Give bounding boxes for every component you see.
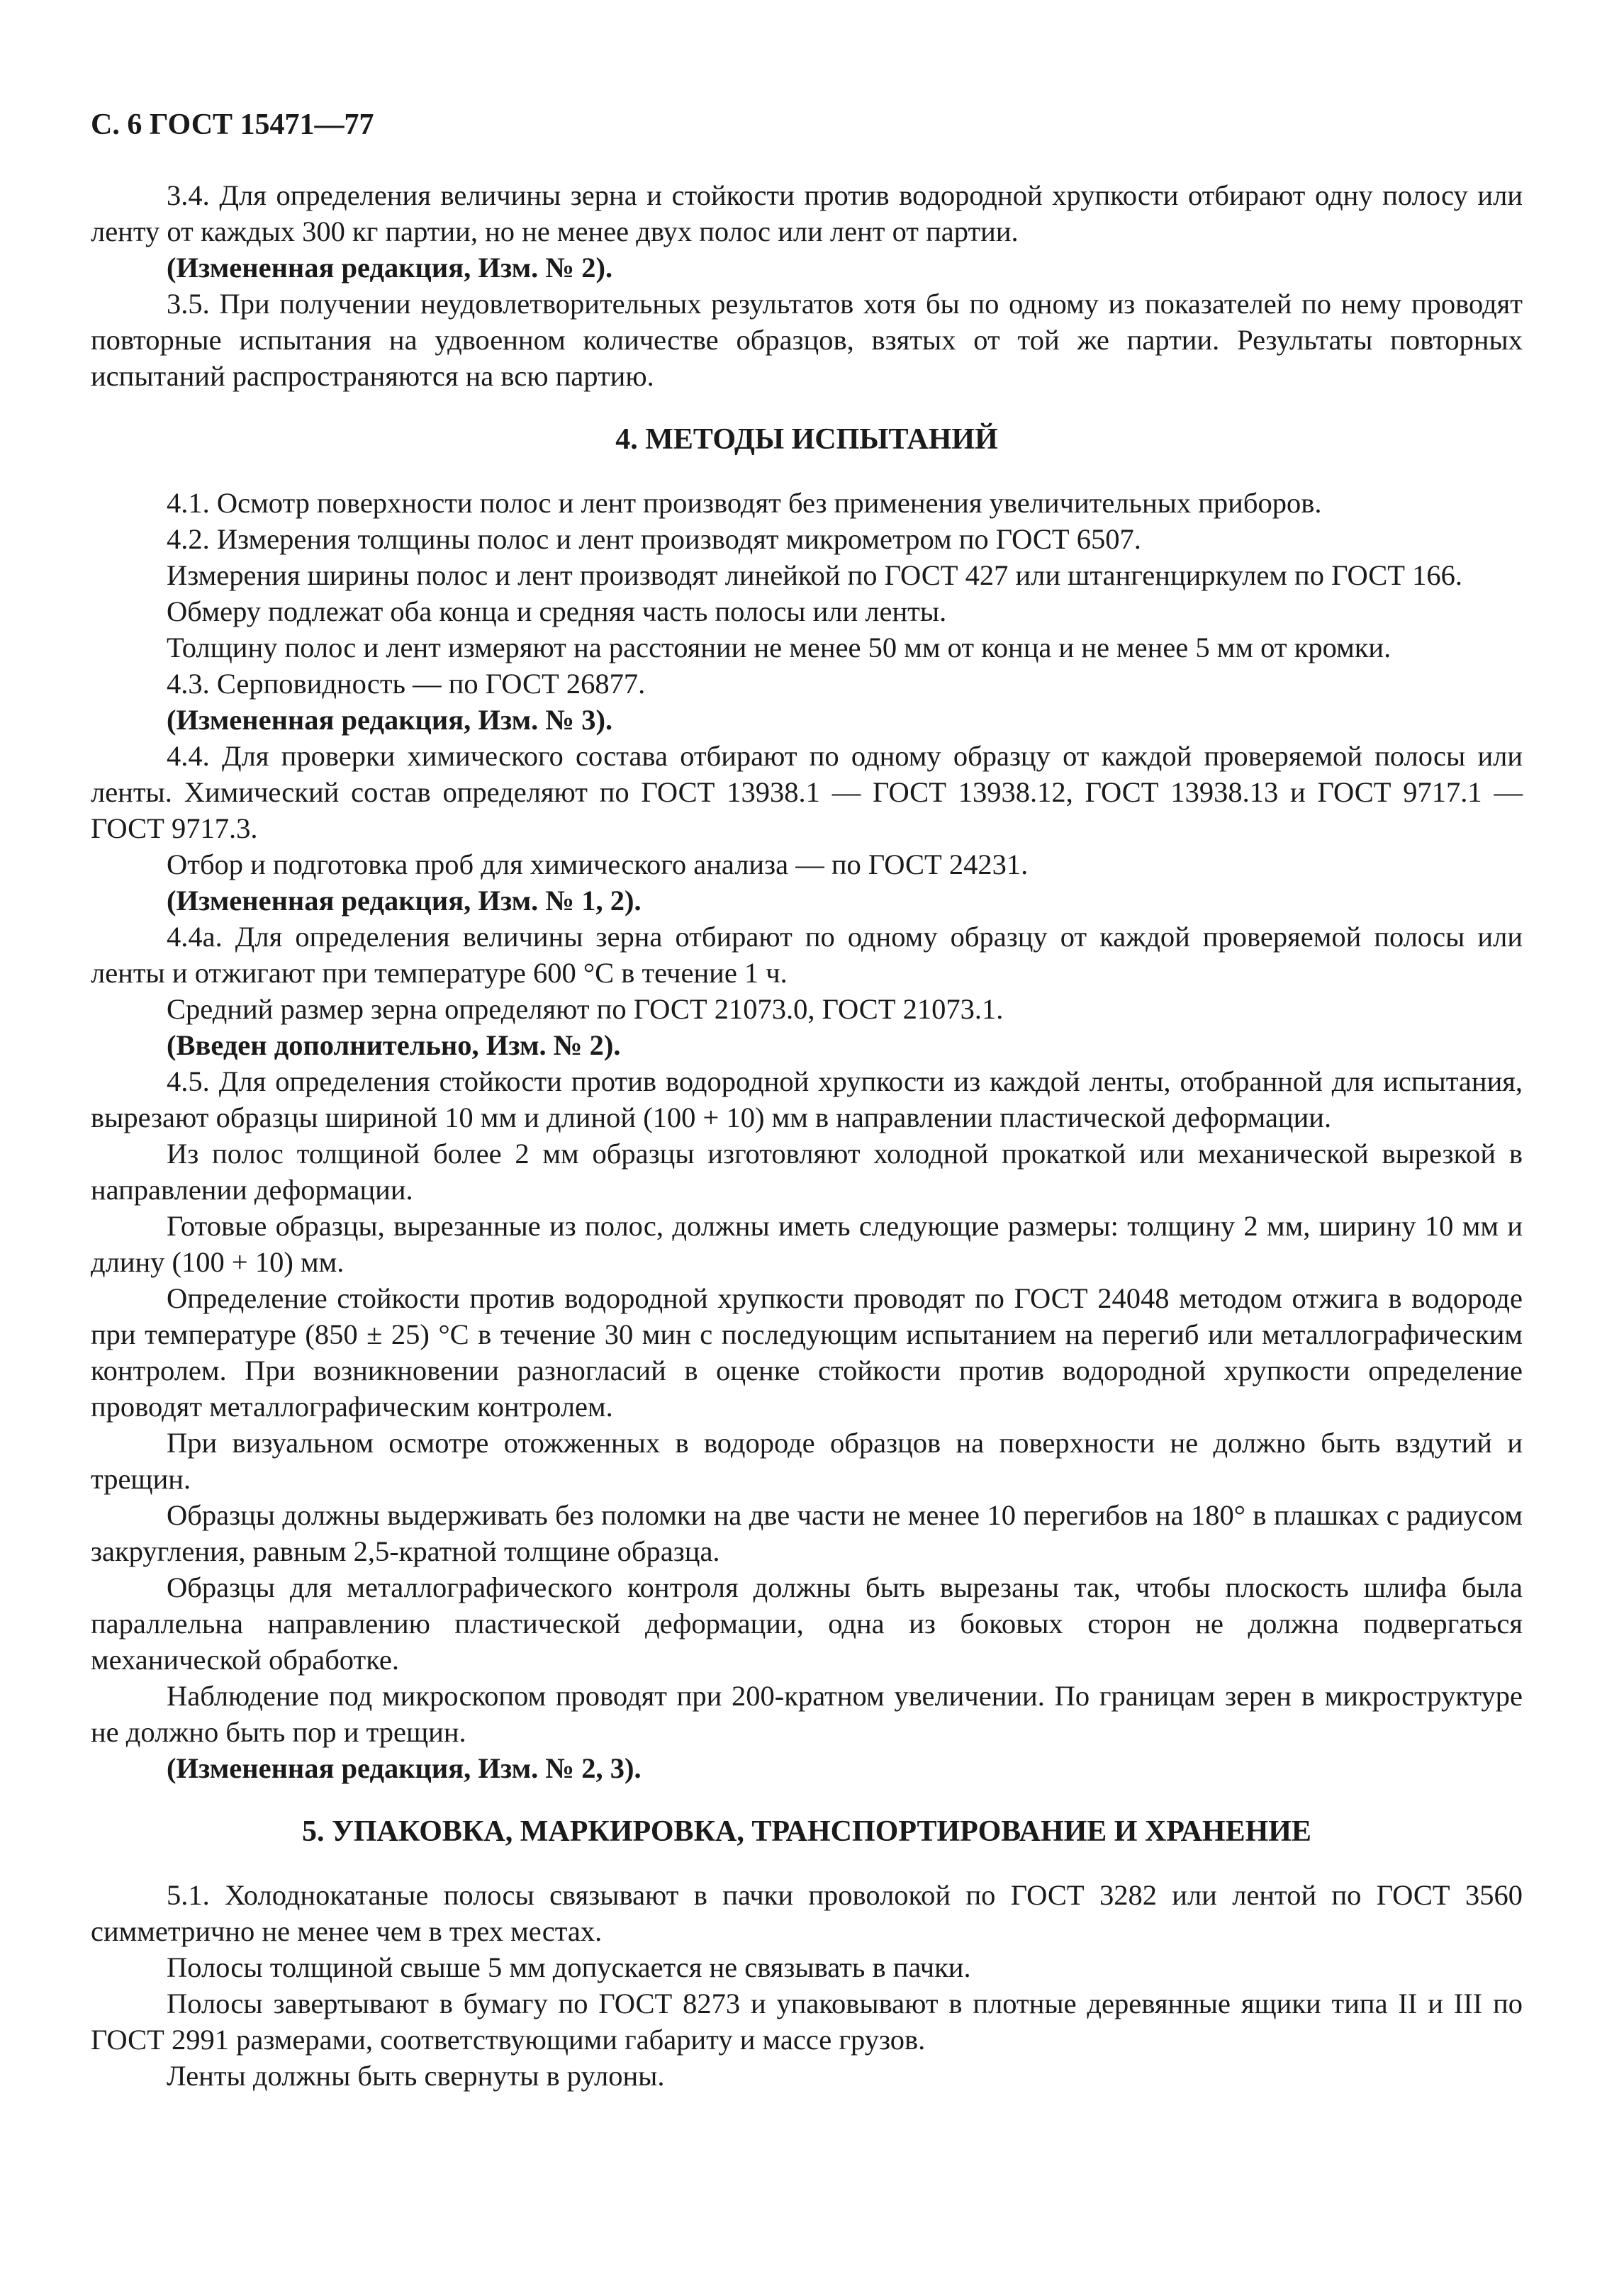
paragraph: 4.3. Серповидность — по ГОСТ 26877. <box>167 668 646 700</box>
paragraph: Из полос толщиной более 2 мм образцы изготовляют холодной прокаткой или механической вырезкой в направлении деформации. <box>91 1138 1523 1206</box>
paragraph: Обмеру подлежат оба конца и средняя часть полосы или ленты. <box>167 595 947 627</box>
paragraph: Наблюдение под микроскопом проводят при 200-кратном увеличении. По границам зерен в микроструктуре не должно быть пор и трещин. <box>91 1680 1523 1748</box>
paragraph: 3.5. При получении неудовлетворительных результатов хотя бы по одному из показателей по нему проводят повторные испытания на удвоенном количестве образцов, взятых от той же партии. Результаты повторных испытаний распространяются на всю партию. <box>91 288 1523 392</box>
paragraph: 4.4. Для проверки химического состава отбирают по одному образцу от каждой проверяемой полосы или ленты. Химический состав определяют по ГОСТ 13938.1 — ГОСТ 13938.12, ГОСТ 13938.13 и ГОСТ 9717.1 — ГОСТ 9717.3. <box>91 740 1523 844</box>
amendment-note: (Измененная редакция, Изм. № 3). <box>167 704 613 736</box>
document-body <box>91 177 1523 2094</box>
paragraph: 4.1. Осмотр поверхности полос и лент производят без применения увеличительных приборов. <box>167 487 1322 519</box>
paragraph: 4.4а. Для определения величины зерна отбирают по одному образцу от каждой проверяемой полосы или ленты и отжигают при температуре 600 °С в течение 1 ч. <box>91 921 1523 989</box>
paragraph: Толщину полос и лент измеряют на расстоянии не менее 50 мм от конца и не менее 5 мм от кромки. <box>167 632 1391 663</box>
paragraph: При визуальном осмотре отожженных в водороде образцов на поверхности не должно быть вздутий и трещин. <box>91 1427 1523 1495</box>
paragraph: Готовые образцы, вырезанные из полос, должны иметь следующие размеры: толщину 2 мм, ширину 10 мм и длину (100 + 10) мм. <box>91 1210 1523 1278</box>
paragraph: Средний размер зерна определяют по ГОСТ 21073.0, ГОСТ 21073.1. <box>167 993 1004 1025</box>
amendment-note: (Введен дополнительно, Изм. № 2). <box>167 1029 621 1061</box>
paragraph: 3.4. Для определения величины зерна и стойкости против водородной хрупкости отбирают одну полосу или ленту от каждых 300 кг партии, но не менее двух полос или лент от партии. <box>91 179 1523 247</box>
paragraph: Образцы должны выдерживать без поломки на две части не менее 10 перегибов на 180° в плашках с радиусом закругления, равным 2,5-кратной толщине образца. <box>91 1499 1523 1567</box>
paragraph: Отбор и подготовка проб для химического анализа — по ГОСТ 24231. <box>167 848 1029 880</box>
amendment-note: (Измененная редакция, Изм. № 2, 3). <box>167 1752 642 1784</box>
paragraph: Полосы завертывают в бумагу по ГОСТ 8273 и упаковывают в плотные деревянные ящики типа II и III по ГОСТ 2991 размерами, соответствующими габариту и массе грузов. <box>91 1988 1523 2056</box>
paragraph: Полосы толщиной свыше 5 мм допускается не связывать в пачки. <box>167 1951 971 1983</box>
paragraph: Определение стойкости против водородной хрупкости проводят по ГОСТ 24048 методом отжига в водороде при температуре (850 ± 25) °С в течение 30 мин с последующим испытанием на перегиб или металлографическим контролем. При возникновении разногласий в оценке стойкости против водородной хрупкости определение проводят металлографическим контролем. <box>91 1282 1523 1423</box>
amendment-note: (Измененная редакция, Изм. № 2). <box>167 252 613 284</box>
paragraph: Ленты должны быть свернуты в рулоны. <box>167 2060 665 2092</box>
amendment-note: (Измененная редакция, Изм. № 1, 2). <box>167 885 642 917</box>
section-heading: 5. УПАКОВКА, МАРКИРОВКА, ТРАНСПОРТИРОВАНИЕ И ХРАНЕНИЕ <box>302 1815 1311 1848</box>
paragraph: Образцы для металлографического контроля должны быть вырезаны так, чтобы плоскость шлифа была параллельна направлению пластической деформации, одна из боковых сторон не должна подвергаться механической обработке. <box>91 1571 1523 1676</box>
document-page <box>91 106 1523 2094</box>
paragraph: Измерения ширины полос и лент производят линейкой по ГОСТ 427 или штангенциркулем по ГОСТ 166. <box>167 559 1462 591</box>
section-heading: 4. МЕТОДЫ ИСПЫТАНИЙ <box>615 423 998 456</box>
paragraph: 4.2. Измерения толщины полос и лент производят микрометром по ГОСТ 6507. <box>167 523 1141 555</box>
paragraph: 5.1. Холоднокатаные полосы связывают в пачки проволокой по ГОСТ 3282 или лентой по ГОСТ 3560 симметрично не менее чем в трех местах. <box>91 1879 1523 1947</box>
paragraph: 4.5. Для определения стойкости против водородной хрупкости из каждой ленты, отобранной для испытания, вырезают образцы шириной 10 мм и длиной (100 + 10) мм в направлении пластической деформации. <box>91 1065 1523 1133</box>
page-header: С. 6 ГОСТ 15471—77 <box>91 108 374 141</box>
